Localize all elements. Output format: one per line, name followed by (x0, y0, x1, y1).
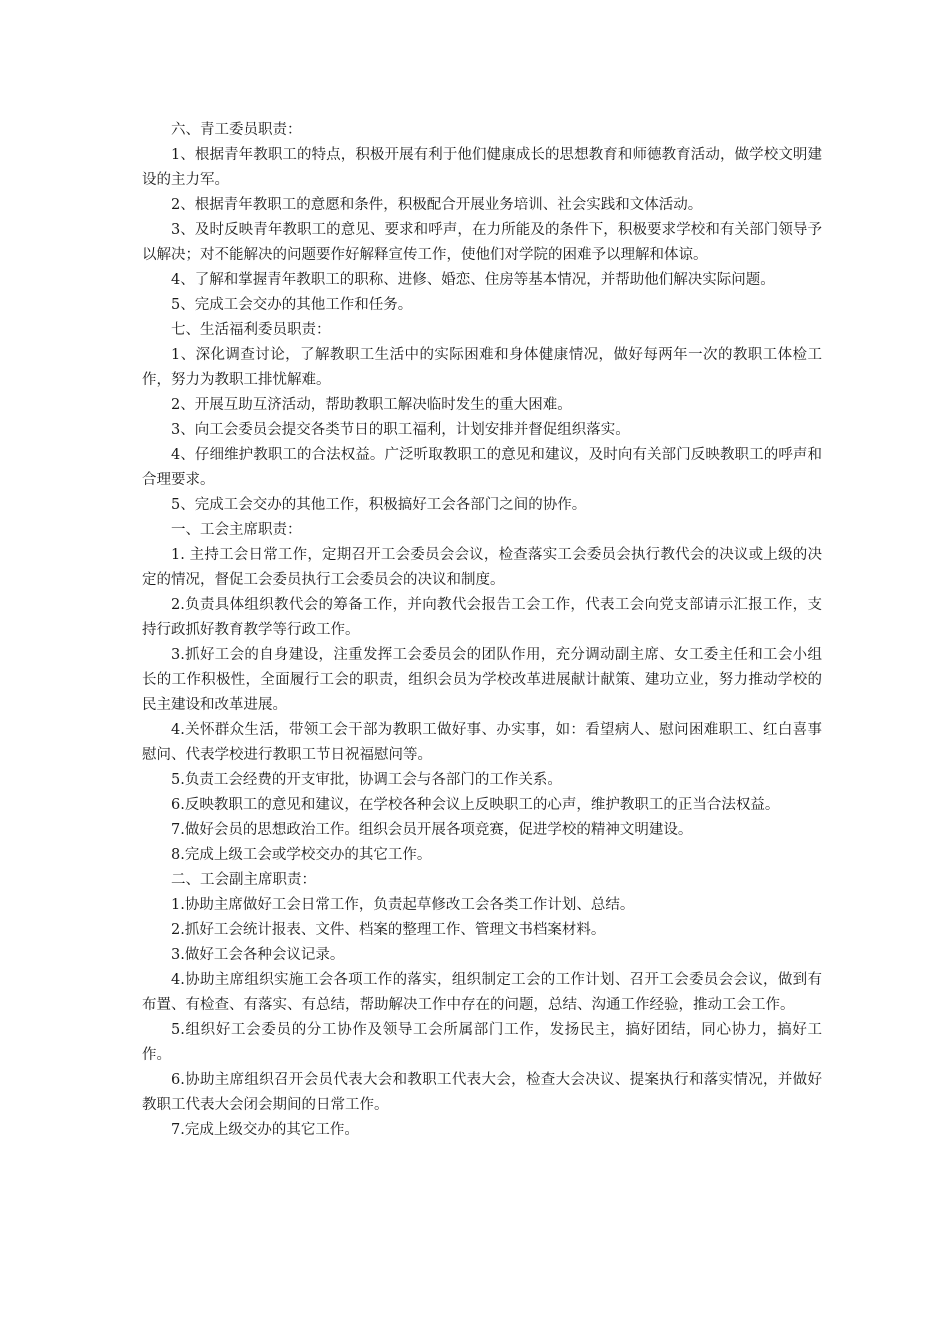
paragraph: 4、了解和掌握青年教职工的职称、进修、婚恋、住房等基本情况，并帮助他们解决实际问题。 (171, 272, 775, 288)
paragraph: 1.协助主席做好工会日常工作，负责起草修改工会各类工作计划、总结。 (171, 897, 635, 913)
paragraph: 1. 主持工会日常工作，定期召开工会委员会会议，检查落实工会委员会执行教代会的决议或上级的决定的情况，督促工会委员执行工会委员会的决议和制度。 (142, 547, 822, 588)
paragraph: 2、开展互助互济活动，帮助教职工解决临时发生的重大困难。 (171, 397, 572, 413)
section-heading-welfare-committee: 七、生活福利委员职责： (171, 322, 331, 338)
paragraph: 6.反映教职工的意见和建议，在学校各种会议上反映职工的心声，维护教职工的正当合法权益。 (171, 797, 780, 813)
paragraph: 5、完成工会交办的其他工作和任务。 (171, 297, 413, 313)
paragraph: 1、根据青年教职工的特点，积极开展有利于他们健康成长的思想教育和师德教育活动，做学校文明建设的主力军。 (142, 147, 822, 188)
paragraph: 7.完成上级交办的其它工作。 (171, 1122, 359, 1138)
paragraph: 3、向工会委员会提交各类节日的职工福利，计划安排并督促组织落实。 (171, 422, 630, 438)
paragraph: 4、仔细维护教职工的合法权益。广泛听取教职工的意见和建议，及时向有关部门反映教职工的呼声和合理要求。 (142, 447, 822, 488)
section-heading-youth-committee: 六、青工委员职责： (171, 122, 302, 138)
paragraph: 6.协助主席组织召开会员代表大会和教职工代表大会，检查大会决议、提案执行和落实情况，并做好教职工代表大会闭会期间的日常工作。 (142, 1072, 822, 1113)
section-heading-union-chair: 一、工会主席职责： (171, 522, 302, 538)
paragraph: 4.关怀群众生活，带领工会干部为教职工做好事、办实事，如：看望病人、慰问困难职工、红白喜事慰问、代表学校进行教职工节日祝福慰问等。 (142, 722, 822, 763)
paragraph: 2.抓好工会统计报表、文件、档案的整理工作、管理文书档案材料。 (171, 922, 606, 938)
paragraph: 5.组织好工会委员的分工协作及领导工会所属部门工作，发扬民主，搞好团结，同心协力，搞好工作。 (142, 1022, 822, 1063)
paragraph: 3.做好工会各种会议记录。 (171, 947, 345, 963)
paragraph: 2.负责具体组织教代会的筹备工作，并向教代会报告工会工作，代表工会向党支部请示汇报工作，支持行政抓好教育教学等行政工作。 (142, 597, 822, 638)
paragraph: 8.完成上级工会或学校交办的其它工作。 (171, 847, 432, 863)
paragraph: 5、完成工会交办的其他工作，积极搞好工会各部门之间的协作。 (171, 497, 587, 513)
paragraph: 1、深化调查讨论，了解教职工生活中的实际困难和身体健康情况，做好每两年一次的教职工体检工作，努力为教职工排忧解难。 (142, 347, 822, 388)
section-heading-union-vice-chair: 二、工会副主席职责： (171, 872, 316, 888)
paragraph: 2、根据青年教职工的意愿和条件，积极配合开展业务培训、社会实践和文体活动。 (171, 197, 703, 213)
paragraph: 3.抓好工会的自身建设，注重发挥工会委员会的团队作用，充分调动副主席、女工委主任和工会小组长的工作积极性，全面履行工会的职责，组织会员为学校改革进展献计献策、建功立业，努力推动学校的民主建设和改革进展。 (142, 647, 822, 713)
paragraph: 3、及时反映青年教职工的意见、要求和呼声，在力所能及的条件下，积极要求学校和有关部门领导予以解决；对不能解决的问题要作好解释宣传工作，使他们对学院的困难予以理解和体谅。 (142, 222, 822, 263)
paragraph: 5.负责工会经费的开支审批，协调工会与各部门的工作关系。 (171, 772, 562, 788)
document-body (142, 118, 822, 1143)
paragraph: 7.做好会员的思想政治工作。组织会员开展各项竞赛，促进学校的精神文明建设。 (171, 822, 693, 838)
paragraph: 4.协助主席组织实施工会各项工作的落实，组织制定工会的工作计划、召开工会委员会会议，做到有布置、有检查、有落实、有总结，帮助解决工作中存在的问题，总结、沟通工作经验，推动工会工作。 (142, 972, 822, 1013)
